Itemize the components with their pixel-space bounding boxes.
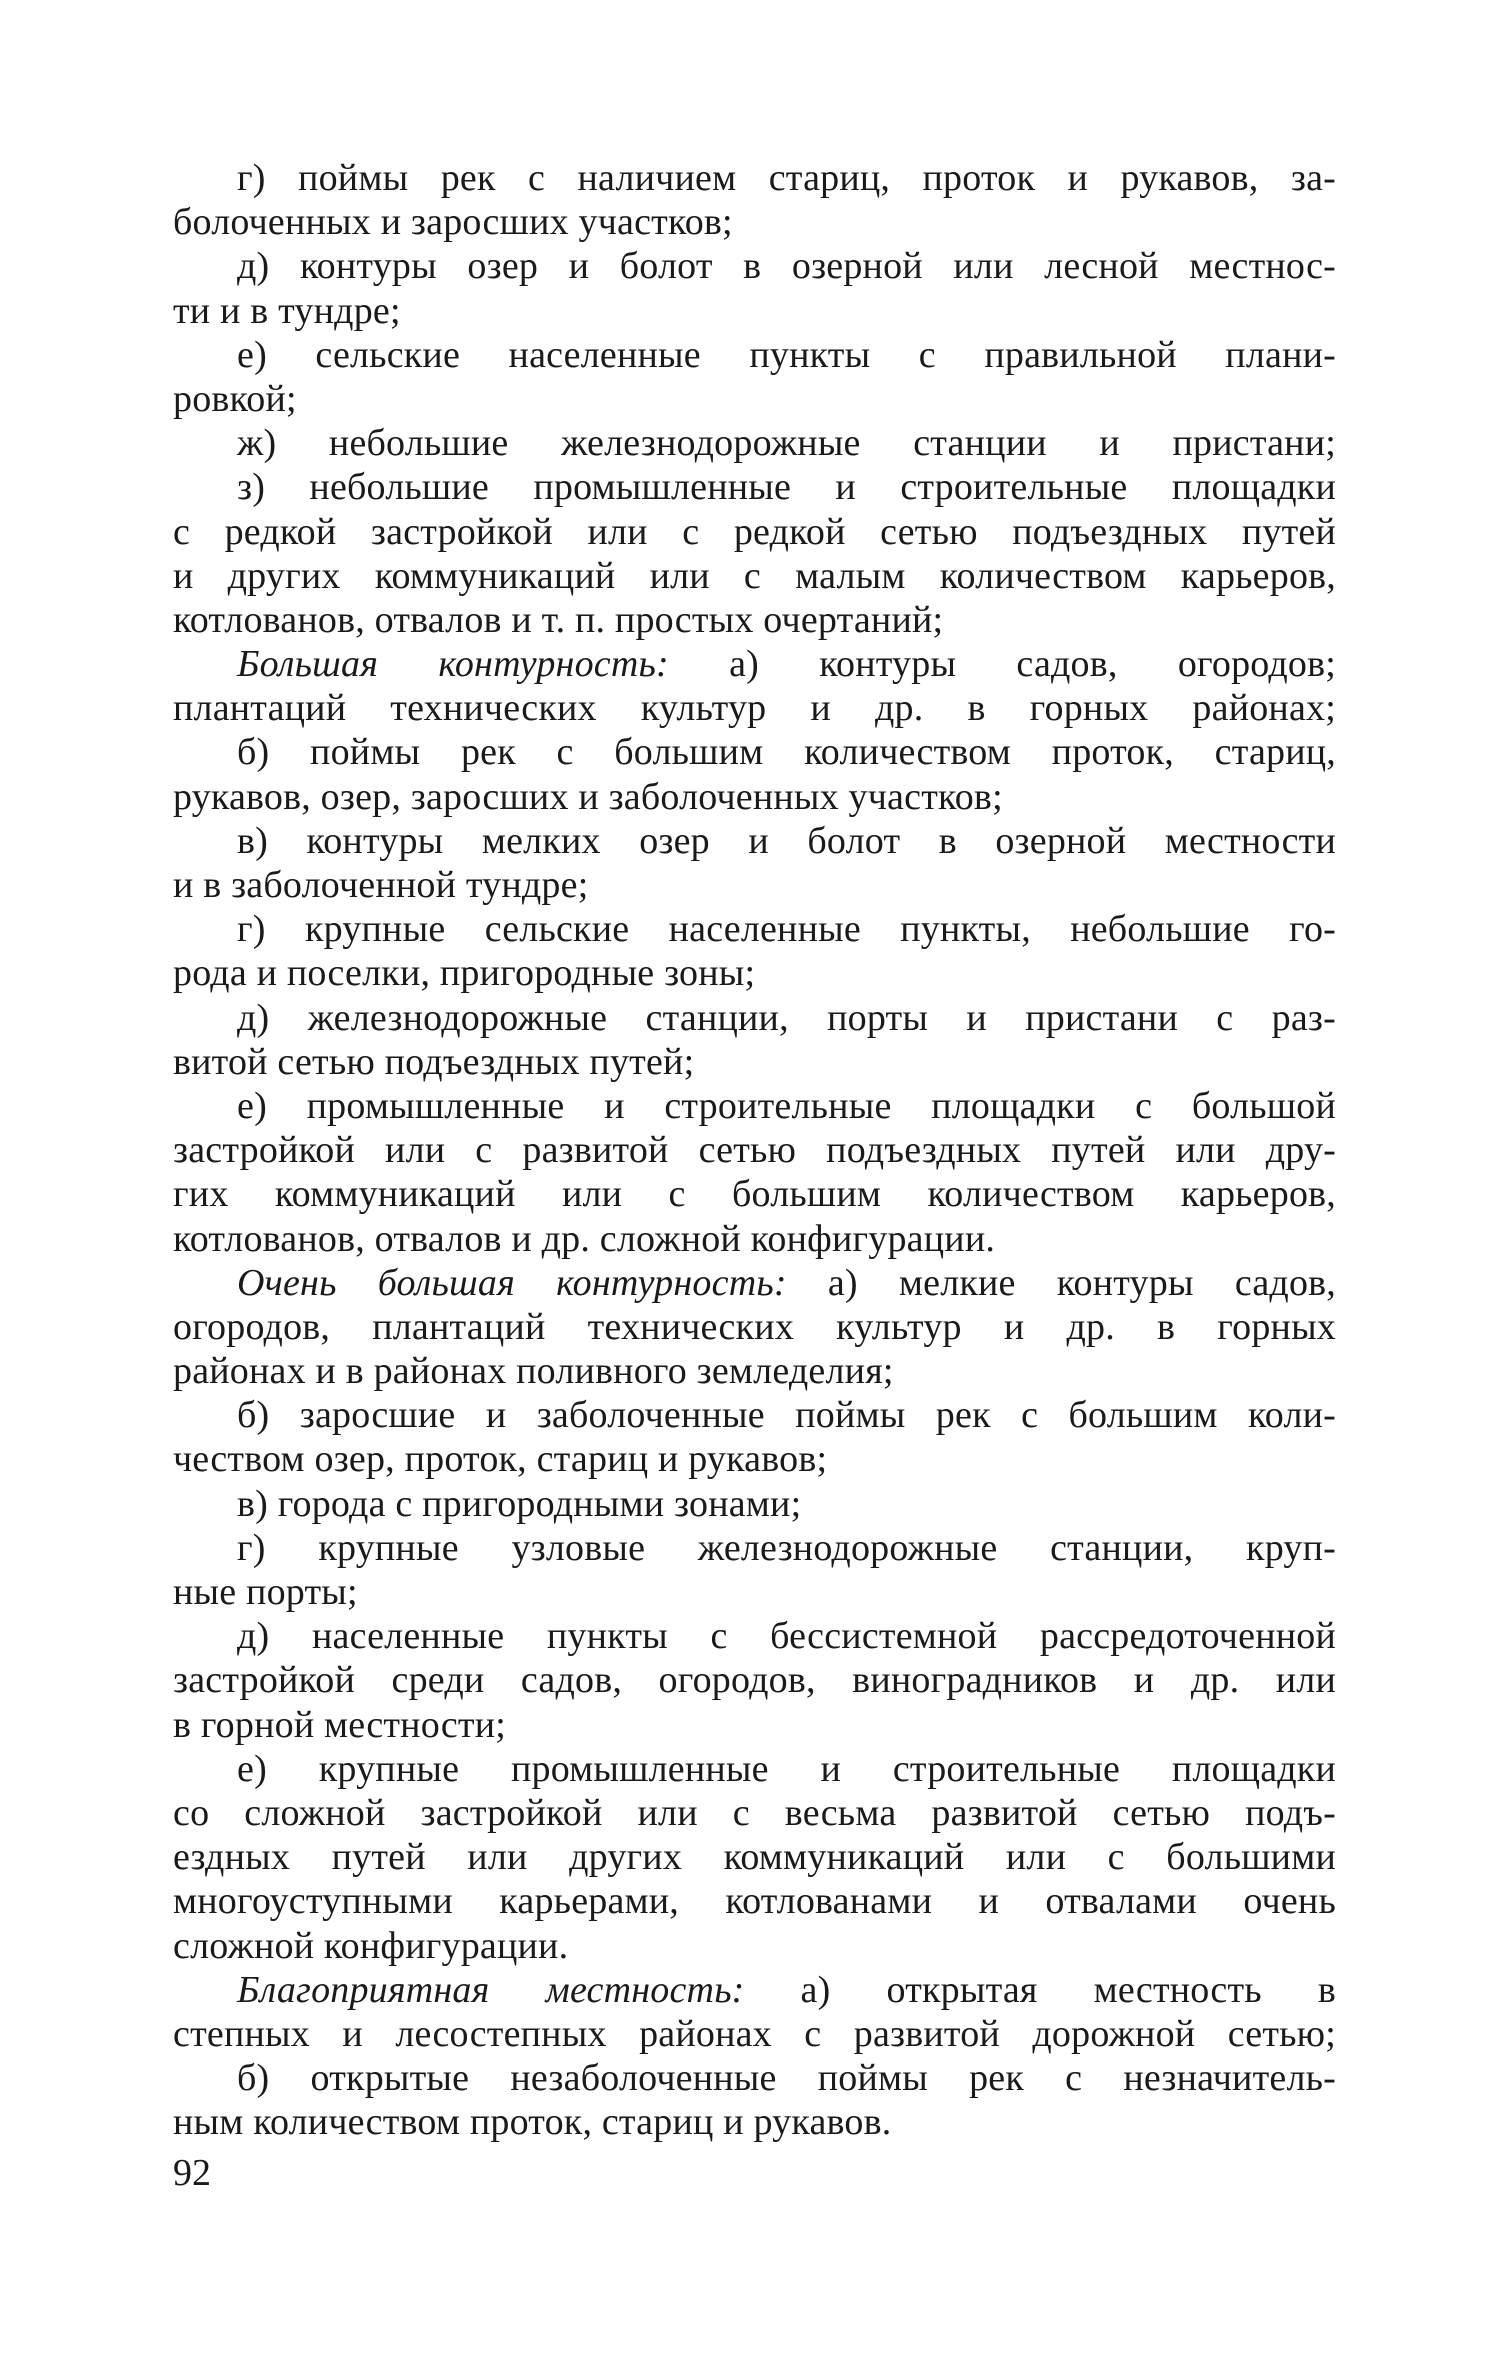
text-line: [173, 1349, 1336, 1393]
line-text: а) открытая местность в: [744, 1968, 1336, 2011]
line-text: и других коммуникаций или с малым количеством карьеров,: [173, 554, 1336, 597]
text-line: [173, 1924, 1336, 1968]
text-line: [173, 1261, 1336, 1305]
line-text: котлованов, отвалов и др. сложной конфигурации.: [173, 1217, 996, 1260]
page-text-block: [173, 156, 1336, 2144]
text-line: [173, 1128, 1336, 1172]
line-text: г) поймы рек с наличием стариц, проток и рукавов, за-: [237, 157, 1336, 199]
page-number: 92: [173, 2152, 211, 2194]
line-text: в) города с пригородными зонами;: [237, 1482, 802, 1525]
line-text: е) крупные промышленные и строительные площадки: [237, 1747, 1336, 1790]
line-text: ж) небольшие железнодорожные станции и пристани;: [237, 422, 1336, 465]
line-text: д) контуры озер и болот в озерной или лесной местнос-: [237, 245, 1336, 288]
text-line: [173, 2100, 1336, 2144]
line-text: ровкой;: [173, 377, 297, 420]
text-line: [173, 686, 1336, 730]
text-line: [173, 1393, 1336, 1437]
line-text: гих коммуникаций или с большим количеством карьеров,: [173, 1173, 1336, 1216]
line-text: ти и в тундре;: [173, 289, 401, 332]
line-text: б) поймы рек с большим количеством проток, стариц,: [237, 731, 1336, 774]
text-line: [173, 775, 1336, 819]
line-text: многоуступными карьерами, котлованами и отвалами очень: [173, 1880, 1336, 1923]
text-line: [173, 510, 1336, 554]
line-text: е) сельские населенные пункты с правильной плани-: [237, 333, 1336, 376]
line-text: д) населенные пункты с бессистемной рассредоточенной: [237, 1615, 1336, 1658]
line-text: со сложной застройкой или с весьма развитой сетью подъ-: [173, 1791, 1336, 1834]
line-text: в) контуры мелких озер и болот в озерной местности: [237, 819, 1336, 862]
text-line: [173, 2012, 1336, 2056]
line-text: з) небольшие промышленные и строительные площадки: [237, 466, 1336, 509]
line-text: сложной конфигурации.: [173, 1924, 569, 1967]
section-heading: Большая контурность:: [237, 643, 669, 686]
text-line: [173, 598, 1336, 642]
line-text: а) мелкие контуры садов,: [786, 1261, 1336, 1304]
line-text: болоченных и заросших участков;: [173, 201, 733, 244]
section-heading: Благоприятная местность:: [237, 1968, 745, 2011]
text-line: [173, 1217, 1336, 1261]
line-text: чеством озер, проток, стариц и рукавов;: [173, 1438, 828, 1481]
line-text: б) открытые незаболоченные поймы рек с незначитель-: [237, 2057, 1336, 2100]
text-line: [173, 156, 1336, 200]
text-line: [173, 951, 1336, 995]
text-line: [173, 1968, 1336, 2012]
line-text: д) железнодорожные станции, порты и пристани с раз-: [237, 996, 1336, 1039]
text-line: [173, 1084, 1336, 1128]
text-line: [173, 1835, 1336, 1879]
text-line: [173, 377, 1336, 421]
line-text: рода и поселки, пригородные зоны;: [173, 952, 756, 995]
text-line: [173, 1614, 1336, 1658]
line-text: ездных путей или других коммуникаций или с большими: [173, 1836, 1336, 1879]
text-line: [173, 863, 1336, 907]
line-text: витой сетью подъездных путей;: [173, 1040, 695, 1083]
text-line: [173, 1172, 1336, 1216]
line-text: застройкой или с развитой сетью подъездных путей или дру-: [173, 1129, 1336, 1172]
line-text: а) контуры садов, огородов;: [668, 643, 1337, 686]
text-line: [173, 730, 1336, 774]
text-line: [173, 819, 1336, 863]
line-text: г) крупные узловые железнодорожные станции, круп-: [237, 1526, 1336, 1569]
text-line: [173, 1305, 1336, 1349]
line-text: застройкой среди садов, огородов, виноградников и др. или: [173, 1659, 1336, 1702]
text-line: [173, 1879, 1336, 1923]
text-line: [173, 996, 1336, 1040]
line-text: ные порты;: [173, 1571, 358, 1613]
line-text: г) крупные сельские населенные пункты, небольшие го-: [237, 908, 1336, 951]
text-line: [173, 554, 1336, 598]
section-heading: Очень большая контурность:: [237, 1261, 787, 1304]
text-line: [173, 465, 1336, 509]
text-line: [173, 1437, 1336, 1481]
text-line: [173, 1747, 1336, 1791]
line-text: рукавов, озер, заросших и заболоченных участков;: [173, 775, 1003, 818]
text-line: [173, 200, 1336, 244]
text-line: [173, 289, 1336, 333]
text-line: [173, 1482, 1336, 1526]
line-text: в горной местности;: [173, 1703, 507, 1746]
line-text: огородов, плантаций технических культур и др. в горных: [173, 1305, 1336, 1348]
line-text: ным количеством проток, стариц и рукавов.: [173, 2101, 892, 2144]
text-line: [173, 1040, 1336, 1084]
line-text: районах и в районах поливного земледелия;: [173, 1350, 894, 1393]
text-line: [173, 1526, 1336, 1570]
line-text: степных и лесостепных районах с развитой дорожной сетью;: [173, 2012, 1336, 2055]
text-line: [173, 642, 1336, 686]
line-text: и в заболоченной тундре;: [173, 864, 589, 906]
text-line: [173, 1703, 1336, 1747]
line-text: плантаций технических культур и др. в горных районах;: [173, 687, 1336, 730]
text-line: [173, 244, 1336, 288]
text-line: [173, 421, 1336, 465]
text-line: [173, 907, 1336, 951]
text-line: [173, 333, 1336, 377]
text-line: [173, 1570, 1336, 1614]
text-line: [173, 2056, 1336, 2100]
line-text: котлованов, отвалов и т. п. простых очертаний;: [173, 598, 944, 641]
line-text: е) промышленные и строительные площадки с большой: [237, 1084, 1336, 1127]
line-text: с редкой застройкой или с редкой сетью подъездных путей: [173, 510, 1336, 553]
text-line: [173, 1658, 1336, 1702]
text-line: [173, 1791, 1336, 1835]
line-text: б) заросшие и заболоченные поймы рек с большим коли-: [237, 1394, 1336, 1437]
